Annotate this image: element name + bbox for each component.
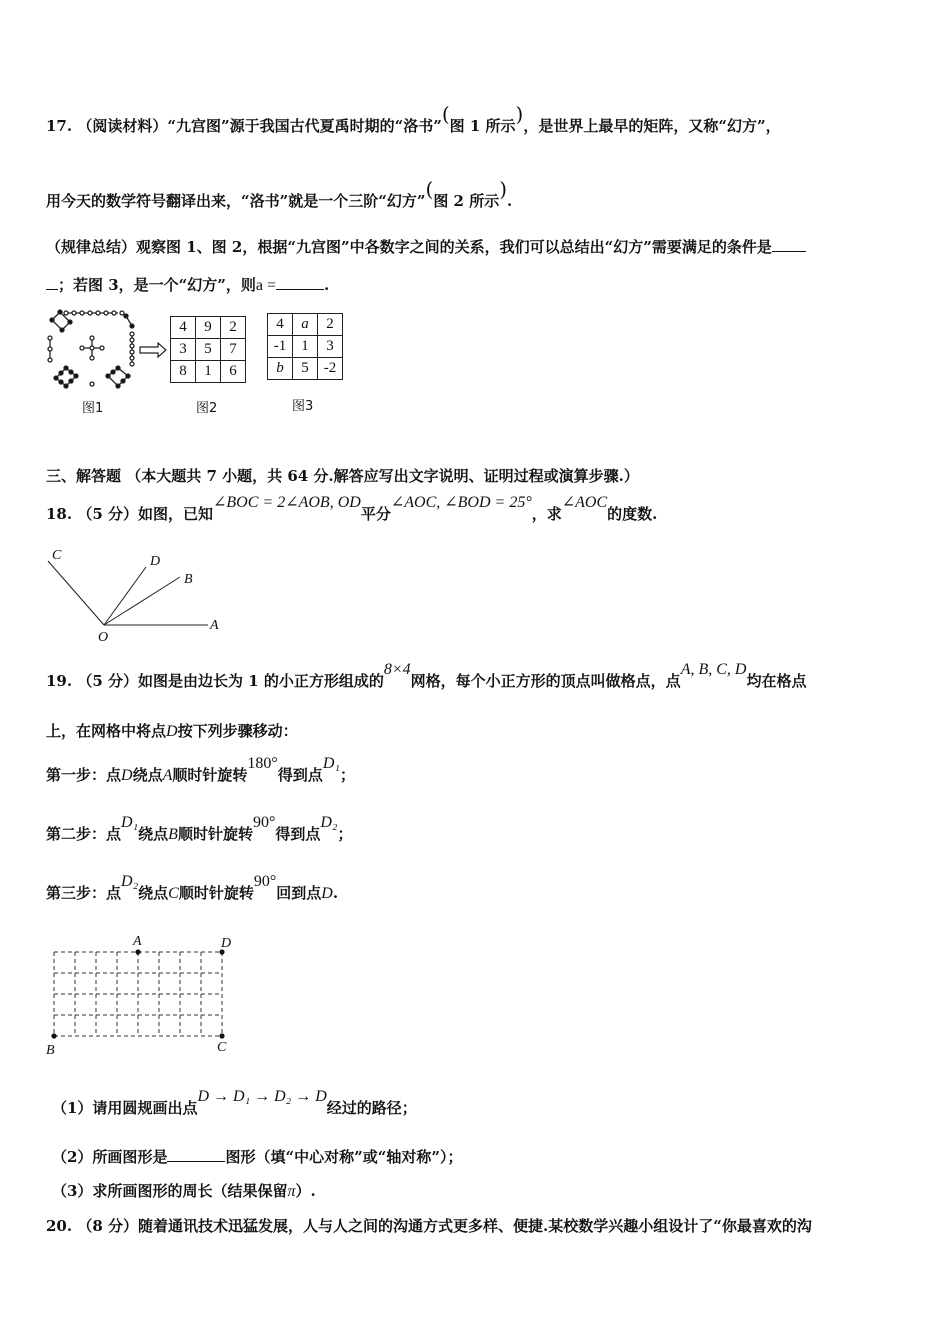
- sub-text: 经过的路径；: [326, 1099, 417, 1117]
- luoshu-figure: [44, 308, 140, 390]
- step-text: ；: [339, 766, 355, 784]
- q19-grid-figure: [40, 930, 240, 1060]
- step-text: ；: [337, 825, 353, 843]
- q19-text: 网格，每个小正方形的顶点叫做格点，点: [410, 672, 681, 690]
- q19-line1: [46, 661, 807, 692]
- q19-step3: [46, 873, 339, 904]
- step-math: A: [162, 767, 173, 784]
- sub-text: ）.: [295, 1182, 316, 1200]
- paren-open: (: [441, 102, 450, 126]
- q18-text: ，求: [531, 505, 562, 523]
- step-text: 第一步：点: [46, 766, 122, 784]
- label-D: D: [221, 936, 232, 951]
- q18-line1: [46, 494, 658, 525]
- q19-text: 上，在网格中将点: [46, 722, 167, 740]
- q17-fig-ref: 图 1 所示: [449, 117, 516, 135]
- grid-cell: 4: [171, 317, 196, 339]
- q19-line2: [46, 721, 298, 742]
- magic-square-fig3: [267, 313, 343, 380]
- ray-OC: [48, 561, 104, 625]
- sub-math: π: [287, 1183, 296, 1200]
- grid-row: [171, 317, 246, 339]
- grid-cell: 1: [196, 361, 221, 383]
- step-math: 90°: [252, 814, 276, 831]
- grid-cell: 4: [268, 314, 293, 336]
- fig2-caption: 图2: [196, 401, 218, 416]
- grid-cell: 8: [171, 361, 196, 383]
- step-text: 顺时针旋转: [178, 884, 254, 902]
- q18-text: 18. （5 分）如图，已知: [46, 505, 213, 523]
- answer-blank: [276, 275, 324, 290]
- grid-cell: 2: [318, 314, 343, 336]
- q19-step1: [46, 755, 355, 786]
- ray-OD: [104, 567, 146, 625]
- grid-cell: 1: [293, 336, 318, 358]
- q19-math: A, B, C, D: [680, 661, 747, 678]
- step-math: D₂: [320, 814, 338, 831]
- answer-blank: [772, 237, 806, 252]
- fig3-caption: 图3: [292, 399, 314, 414]
- grid-row: [268, 336, 343, 358]
- paren-close: ): [499, 177, 508, 201]
- q19-text: 按下列步骤移动：: [177, 722, 298, 740]
- ray-OB: [104, 577, 180, 625]
- step-math: 180°: [247, 755, 278, 772]
- grid-cell: 5: [196, 339, 221, 361]
- step-math: D₁: [322, 755, 340, 772]
- q17-variable: a =: [255, 277, 277, 294]
- step-math: D₁: [121, 814, 139, 831]
- grid-cell: a: [293, 314, 318, 336]
- q17-fig-ref: 图 2 所示: [433, 192, 500, 210]
- step-text: 回到点: [276, 884, 322, 902]
- grid-cell: -1: [268, 336, 293, 358]
- q20-line1: 20. （8 分）随着通讯技术迅猛发展，人与人之间的沟通方式更多样、便捷.某校数学兴趣小组设计了“你最喜欢的沟: [46, 1217, 812, 1235]
- q18-text: 的度数.: [607, 505, 658, 523]
- dashed-grid: [54, 952, 222, 1036]
- q17-text: 用今天的数学符号翻译出来，“洛书”就是一个三阶“幻方”: [46, 192, 426, 210]
- step-math: D: [121, 767, 133, 784]
- step-text: 第三步：点: [46, 884, 122, 902]
- q17-line2: [46, 177, 513, 211]
- grid-cell: 9: [196, 317, 221, 339]
- grid-cell: -2: [318, 358, 343, 380]
- sub-text: 图形（填“中心对称”或“轴对称”）；: [225, 1148, 463, 1166]
- label-A: A: [210, 618, 219, 633]
- sub-text: （3）求所画图形的周长（结果保留: [52, 1182, 288, 1200]
- step-math: B: [168, 826, 178, 843]
- step-math: C: [168, 885, 179, 902]
- point-B: [51, 1033, 56, 1038]
- label-O: O: [98, 630, 109, 645]
- q18-angle-figure: [40, 545, 240, 645]
- answer-blank: [167, 1147, 225, 1162]
- q17-text: 17. （阅读材料）“九宫图”源于我国古代夏禹时期的“洛书”: [46, 117, 442, 135]
- grid-cell: 5: [293, 358, 318, 380]
- step-text: 绕点: [138, 884, 169, 902]
- step-text: 绕点: [138, 825, 169, 843]
- q18-math: ∠AOC: [561, 494, 608, 511]
- q19-sub1: [52, 1088, 417, 1119]
- q17-text: （规律总结）观察图 1、图 2，根据“九宫图”中各数字之间的关系，我们可以总结出“幻方”需要满足的条件是: [46, 238, 772, 256]
- grid-row: [268, 314, 343, 336]
- point-A: [135, 949, 140, 954]
- q17-line4: [46, 275, 329, 296]
- magic-square-fig2: [170, 316, 246, 383]
- label-D: D: [150, 554, 161, 569]
- label-A: A: [133, 934, 142, 949]
- step-text: 顺时针旋转: [172, 766, 248, 784]
- q18-text: 平分: [360, 505, 391, 523]
- q17-text: ；若图 3，是一个“幻方”，则: [58, 276, 256, 294]
- label-C: C: [52, 548, 62, 563]
- grid-cell: 3: [318, 336, 343, 358]
- q19-math: 8×4: [383, 661, 411, 678]
- fig1-caption: 图1: [82, 401, 104, 416]
- paren-close: ): [515, 102, 524, 126]
- label-B: B: [184, 572, 193, 587]
- q19-sub2: [52, 1147, 462, 1167]
- grid-row: [268, 358, 343, 380]
- q19-text: 均在格点: [746, 672, 807, 690]
- step-text: 顺时针旋转: [177, 825, 253, 843]
- answer-blank: [46, 275, 58, 290]
- step-text: 得到点: [277, 766, 323, 784]
- grid-cell: b: [268, 358, 293, 380]
- grid-row: [171, 339, 246, 361]
- q17-text: .: [507, 192, 513, 210]
- arrow-right-icon: [138, 342, 168, 358]
- step-text: 第二步：点: [46, 825, 122, 843]
- grid-row: [171, 361, 246, 383]
- q17-line1: [46, 102, 781, 136]
- sub-text: （1）请用圆规画出点: [52, 1099, 198, 1117]
- q19-sub3: [52, 1181, 316, 1202]
- section-heading: 三、解答题 （本大题共 7 小题，共 64 分.解答应写出文字说明、证明过程或演算步骤.）: [46, 467, 639, 485]
- point-C: [219, 1033, 224, 1038]
- step-math: 90°: [253, 873, 277, 890]
- sub-math: D → D₁ → D₂ → D: [197, 1088, 327, 1105]
- q18-math: ∠AOC, ∠BOD = 25°: [390, 494, 532, 511]
- q19-step2: [46, 814, 353, 845]
- q19-math: D: [166, 723, 178, 740]
- paren-open: (: [425, 177, 434, 201]
- label-C: C: [217, 1040, 227, 1055]
- q18-math: ∠BOC = 2∠AOB, OD: [212, 494, 361, 511]
- sub-text: （2）所画图形是: [52, 1148, 168, 1166]
- step-text: .: [332, 884, 339, 902]
- grid-cell: 2: [221, 317, 246, 339]
- label-B: B: [46, 1043, 55, 1058]
- q17-line3: [46, 237, 806, 257]
- step-text: 得到点: [275, 825, 321, 843]
- q17-text: ，是世界上最早的矩阵，又称“幻方”，: [523, 117, 781, 135]
- grid-cell: 6: [221, 361, 246, 383]
- step-math: D: [321, 885, 333, 902]
- q19-text: 19. （5 分）如图是由边长为 1 的小正方形组成的: [46, 672, 384, 690]
- step-math: D₂: [121, 873, 139, 890]
- grid-cell: 3: [171, 339, 196, 361]
- step-text: 绕点: [132, 766, 163, 784]
- q17-text: .: [324, 276, 330, 294]
- grid-cell: 7: [221, 339, 246, 361]
